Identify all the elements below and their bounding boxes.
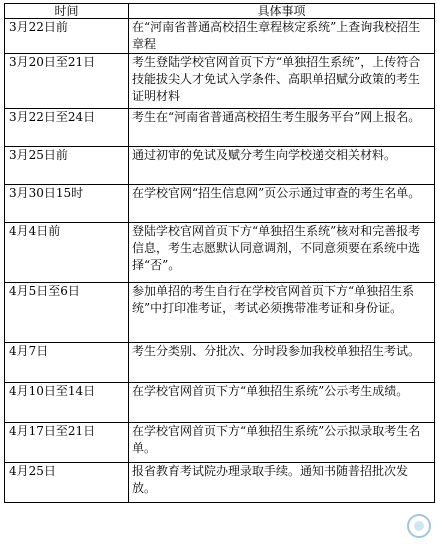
row-desc: 考生登陆学校官网首页下方“单独招生系统”，上传符合技能拔尖人才免试入学条件、高职单招赋分政策的考生证明材料 bbox=[129, 54, 435, 109]
table-row bbox=[5, 19, 435, 54]
row-desc: 在“河南省普通高校招生章程核定系统”上查询我校招生章程 bbox=[129, 19, 435, 54]
row-time: 4月25日 bbox=[5, 463, 129, 503]
table-row bbox=[5, 185, 435, 223]
row-time: 3月22日前 bbox=[5, 19, 129, 54]
row-desc: 报省教育考试院办理录取手续。通知书随普招批次发放。 bbox=[129, 463, 435, 503]
table-row bbox=[5, 343, 435, 383]
table-header-row bbox=[5, 4, 435, 19]
table-row bbox=[5, 109, 435, 147]
header-desc: 具体事项 bbox=[129, 4, 435, 19]
table-row bbox=[5, 147, 435, 185]
schedule-table bbox=[4, 3, 435, 503]
row-desc: 在学校官网“招生信息网”页公示通过审查的考生名单。 bbox=[129, 185, 435, 223]
row-time: 3月20日至21日 bbox=[5, 54, 129, 109]
row-time: 4月10日至14日 bbox=[5, 383, 129, 423]
watermark-logo-icon bbox=[407, 514, 431, 538]
table-row bbox=[5, 54, 435, 109]
row-time: 4月5日至6日 bbox=[5, 283, 129, 343]
table-row bbox=[5, 223, 435, 283]
table-row bbox=[5, 463, 435, 503]
row-time: 4月17日至21日 bbox=[5, 423, 129, 463]
row-time: 3月25日前 bbox=[5, 147, 129, 185]
header-time: 时间 bbox=[5, 4, 129, 19]
row-desc: 在学校官网首页下方“单独招生系统”公示考生成绩。 bbox=[129, 383, 435, 423]
table-row bbox=[5, 383, 435, 423]
row-time: 3月30日15时 bbox=[5, 185, 129, 223]
row-desc: 参加单招的考生自行在学校官网首页下方“单独招生系统”中打印准考证，考试必须携带准考证和身份证。 bbox=[129, 283, 435, 343]
row-desc: 通过初审的免试及赋分考生向学校递交相关材料。 bbox=[129, 147, 435, 185]
row-time: 4月7日 bbox=[5, 343, 129, 383]
row-desc: 在学校官网首页下方“单独招生系统”公示拟录取考生名单。 bbox=[129, 423, 435, 463]
row-desc: 考生分类别、分批次、分时段参加我校单独招生考试。 bbox=[129, 343, 435, 383]
table-row bbox=[5, 283, 435, 343]
row-desc: 考生在“河南省普通高校招生考生服务平台”网上报名。 bbox=[129, 109, 435, 147]
row-desc: 登陆学校官网首页下方“单独招生系统”核对和完善报考信息，考生志愿默认同意调剂，不同意须要在系统中选择“否”。 bbox=[129, 223, 435, 283]
row-time: 3月22日至24日 bbox=[5, 109, 129, 147]
table-row bbox=[5, 423, 435, 463]
row-time: 4月4日前 bbox=[5, 223, 129, 283]
